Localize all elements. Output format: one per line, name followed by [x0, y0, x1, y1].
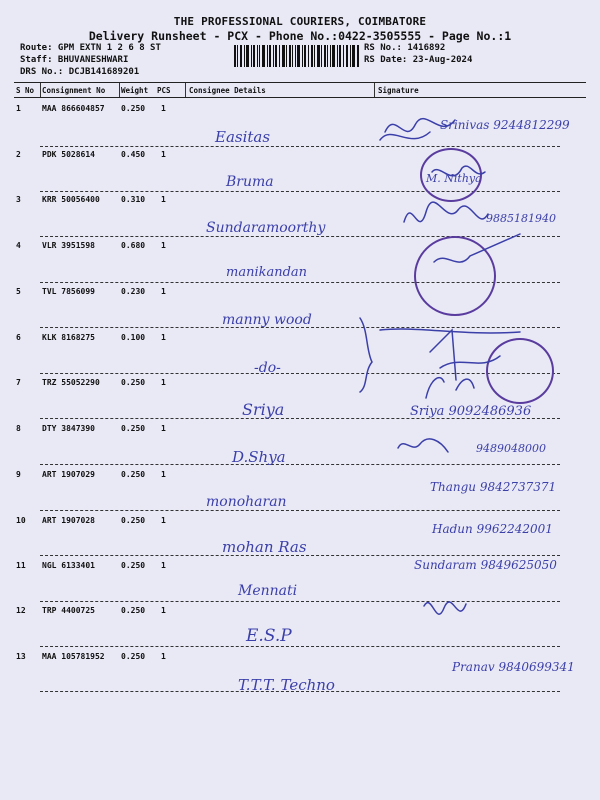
col-consignment: Consignment No	[42, 86, 106, 95]
row-consignment: MAA 866604857	[42, 104, 105, 113]
handwritten-consignee: Mennati	[238, 583, 298, 599]
row-consignment: KRR 50056400	[42, 195, 100, 204]
row-pcs: 1	[161, 516, 166, 525]
row-consignment: NGL 6133401	[42, 561, 95, 570]
row-weight: 0.250	[121, 652, 146, 661]
handwritten-consignee: -do-	[254, 360, 281, 376]
handwritten-consignee: E.S.P	[246, 626, 292, 646]
row-weight: 0.230	[121, 287, 146, 296]
drs-label: DRS No.: DCJB141689201	[20, 67, 140, 77]
row-sno: 11	[16, 561, 26, 570]
row-weight: 0.100	[121, 333, 146, 342]
row-pcs: 1	[161, 104, 166, 113]
row-weight: 0.250	[121, 516, 146, 525]
handwritten-signature-note: Hadun 9962242001	[432, 522, 553, 536]
row-consignment: MAA 105781952	[42, 652, 105, 661]
row-pcs: 1	[161, 241, 166, 250]
row-consignment: ART 1907029	[42, 470, 95, 479]
row-sno: 2	[16, 150, 21, 159]
row-pcs: 1	[161, 652, 166, 661]
row-weight: 0.250	[121, 561, 146, 570]
row-sno: 5	[16, 287, 21, 296]
row-weight: 0.310	[121, 195, 146, 204]
row-weight: 0.250	[121, 104, 146, 113]
handwritten-signature-note: 9885181940	[486, 212, 556, 225]
row-weight: 0.250	[121, 378, 146, 387]
handwritten-consignee: Bruma	[226, 174, 274, 190]
row-weight: 0.250	[121, 606, 146, 615]
row-weight: 0.680	[121, 241, 146, 250]
row-sno: 1	[16, 104, 21, 113]
col-pcs: PCS	[157, 86, 171, 95]
row-weight: 0.450	[121, 150, 146, 159]
row-weight: 0.250	[121, 424, 146, 433]
row-pcs: 1	[161, 424, 166, 433]
handwritten-signature-note: 9489048000	[476, 442, 546, 455]
handwritten-consignee: manikandan	[226, 265, 308, 280]
route-label: Route: GPM EXTN 1 2 6 8 ST	[20, 43, 161, 53]
col-consignee: Consignee Details	[189, 86, 266, 95]
handwritten-consignee: Sriya	[242, 400, 285, 419]
row-consignment: VLR 3951598	[42, 241, 95, 250]
handwritten-signature-note: Sriya 9092486936	[410, 404, 532, 419]
row-consignment: ART 1907028	[42, 516, 95, 525]
col-sno: S No	[16, 86, 35, 95]
row-sno: 13	[16, 652, 26, 661]
handwritten-consignee: mohan Ras	[222, 538, 307, 556]
handwritten-signature-note: Srinivas 9244812299	[440, 118, 570, 132]
col-weight: Weight	[121, 86, 149, 95]
handwritten-signature-note: Thangu 9842737371	[430, 480, 557, 494]
staff-label: Staff: BHUVANESHWARI	[20, 55, 129, 65]
handwritten-consignee: monoharan	[206, 494, 287, 510]
row-sno: 12	[16, 606, 26, 615]
runsheet-subtitle: Delivery Runsheet - PCX - Phone No.:0422-3505555 - Page No.:1	[88, 29, 512, 43]
row-consignment: TRZ 55052290	[42, 378, 100, 387]
handwritten-consignee: Sundaramoorthy	[206, 220, 326, 236]
row-pcs: 1	[161, 470, 166, 479]
handwritten-consignee: D.Shya	[232, 448, 286, 466]
row-pcs: 1	[161, 378, 166, 387]
handwritten-signature-note: Pranav 9840699341	[452, 660, 575, 674]
row-pcs: 1	[161, 606, 166, 615]
row-weight: 0.250	[121, 470, 146, 479]
row-sno: 8	[16, 424, 21, 433]
row-consignment: DTY 3847390	[42, 424, 95, 433]
row-sno: 4	[16, 241, 21, 250]
row-pcs: 1	[161, 561, 166, 570]
handwritten-signature-note: Sundaram 9849625050	[414, 558, 557, 572]
row-pcs: 1	[161, 195, 166, 204]
row-sno: 7	[16, 378, 21, 387]
rs-date: RS Date: 23-Aug-2024	[364, 55, 473, 65]
company-title: THE PROFESSIONAL COURIERS, COIMBATORE	[173, 15, 427, 28]
rs-number: RS No.: 1416892	[364, 43, 446, 53]
handwritten-signature-note: M. Nithya	[426, 172, 482, 185]
handwritten-consignee: Easitas	[215, 128, 271, 146]
handwritten-consignee: T.T.T. Techno	[238, 676, 335, 694]
handwritten-consignee: manny wood	[222, 312, 312, 328]
row-pcs: 1	[161, 333, 166, 342]
row-consignment: KLK 8168275	[42, 333, 95, 342]
row-sno: 10	[16, 516, 26, 525]
row-consignment: TRP 4400725	[42, 606, 95, 615]
row-sno: 3	[16, 195, 21, 204]
row-consignment: PDK 5028614	[42, 150, 95, 159]
row-consignment: TVL 7856099	[42, 287, 95, 296]
row-pcs: 1	[161, 287, 166, 296]
row-sno: 6	[16, 333, 21, 342]
row-sno: 9	[16, 470, 21, 479]
col-signature: Signature	[378, 86, 419, 95]
row-pcs: 1	[161, 150, 166, 159]
